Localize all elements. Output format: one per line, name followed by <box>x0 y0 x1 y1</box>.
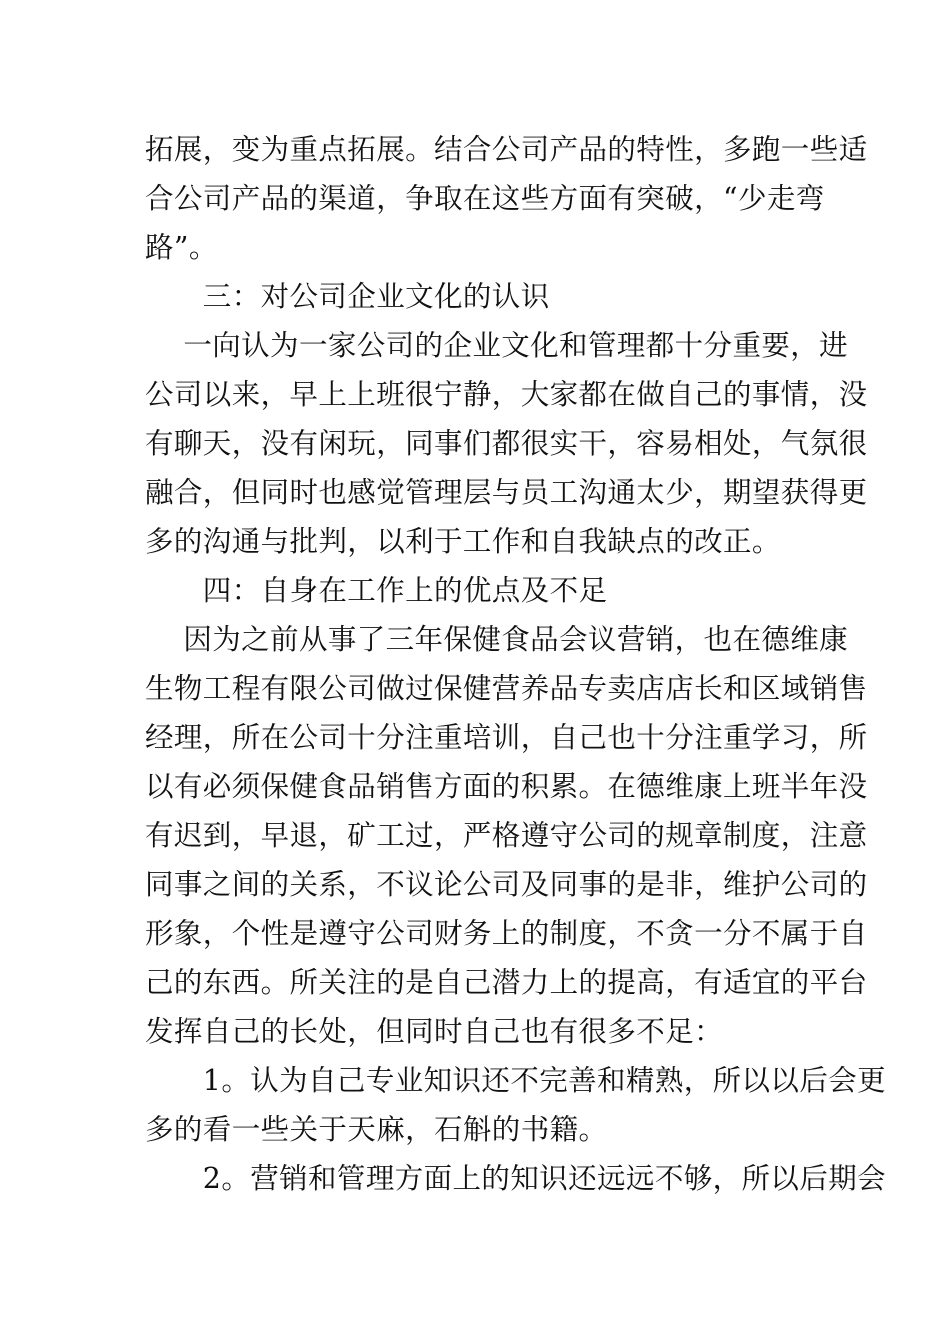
text-line-18: 己的东西。所关注的是自己潜力上的提高，有适宜的平台 <box>145 966 868 999</box>
list-item-2: 2。营销和管理方面上的知识还远远不够，所以后期会 <box>145 1162 887 1195</box>
text-line-12: 生物工程有限公司做过保健营养品专卖店店长和区域销售 <box>145 672 868 705</box>
text-line-21: 多的看一些关于天麻，石斛的书籍。 <box>145 1113 608 1146</box>
text-line-8: 融合，但同时也感觉管理层与员工沟通太少，期望获得更 <box>145 476 868 509</box>
text-line-2: 合公司产品的渠道，争取在这些方面有突破，“少走弯 <box>145 182 825 215</box>
document-body <box>145 125 887 1203</box>
section-heading-3: 三：对公司企业文化的认识 <box>145 280 550 313</box>
text-line-14: 以有必须保健食品销售方面的积累。在德维康上班半年没 <box>145 770 868 803</box>
text-line-6: 公司以来，早上上班很宁静，大家都在做自己的事情，没 <box>145 378 868 411</box>
text-line-11: 因为之前从事了三年保健食品会议营销，也在德维康 <box>145 623 849 656</box>
text-line-5: 一向认为一家公司的企业文化和管理都十分重要，进 <box>145 329 849 362</box>
text-line-16: 同事之间的关系，不议论公司及同事的是非，维护公司的 <box>145 868 868 901</box>
text-line-9: 多的沟通与批判，以利于工作和自我缺点的改正。 <box>145 525 781 558</box>
section-heading-4: 四：自身在工作上的优点及不足 <box>145 574 608 607</box>
text-line-15: 有迟到，早退，矿工过，严格遵守公司的规章制度，注意 <box>145 819 868 852</box>
list-item-1: 1。认为自己专业知识还不完善和精熟，所以以后会更 <box>145 1064 887 1097</box>
text-line-13: 经理，所在公司十分注重培训，自己也十分注重学习，所 <box>145 721 868 754</box>
text-line-7: 有聊天，没有闲玩，同事们都很实干，容易相处，气氛很 <box>145 427 868 460</box>
text-line-1: 拓展，变为重点拓展。结合公司产品的特性，多跑一些适 <box>145 133 868 166</box>
text-line-19: 发挥自己的长处，但同时自己也有很多不足： <box>145 1015 724 1048</box>
text-line-17: 形象，个性是遵守公司财务上的制度，不贪一分不属于自 <box>145 917 868 950</box>
text-line-3: 路”。 <box>145 231 218 264</box>
